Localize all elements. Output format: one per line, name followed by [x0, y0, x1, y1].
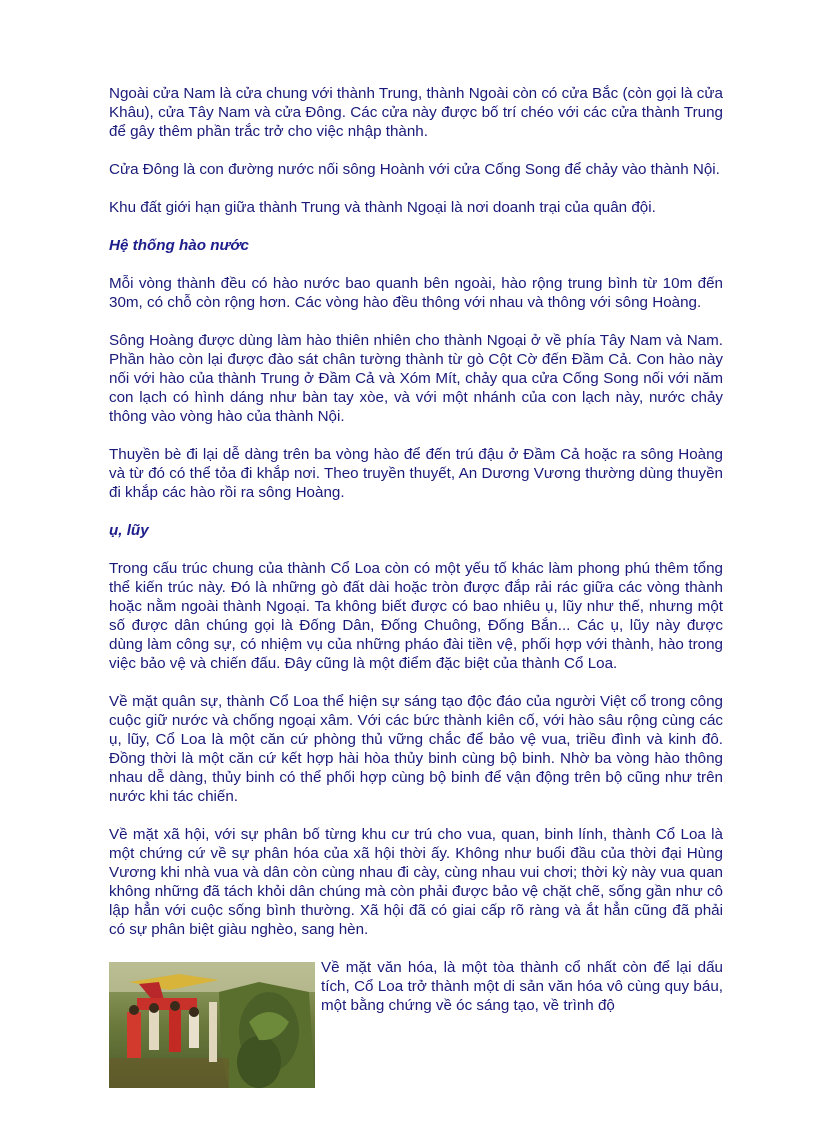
festival-photo-illustration: [109, 962, 315, 1088]
paragraph-hoang-river: Sông Hoàng được dùng làm hào thiên nhiên cho thành Ngoại ở về phía Tây Nam và Nam. Phần hào còn lại được đào sát chân tường thành từ gò Cột Cờ đến Đầm Cả. Con hào này nối với hào của thành Trung ở Đầm Cả và Xóm Mít, chảy qua cửa Cống Song nối với năm con lạch có hình dáng như bàn tay xòe, và với một nhánh của con lạch này, nước chảy thông vào vòng hào của thành Nội.: [109, 332, 723, 425]
festival-photo: [109, 962, 315, 1088]
paragraph-boats: Thuyền bè đi lại dễ dàng trên ba vòng hào để đến trú đậu ở Đầm Cả hoặc ra sông Hoàng và từ đó có thể tỏa đi khắp nơi. Theo truyền thuyết, An Dương Vương thường dùng thuyền đi khắp các hào rồi ra sông Hoàng.: [109, 446, 723, 501]
heading-mounds: ụ, lũy: [109, 522, 149, 539]
heading-moat-system: Hệ thống hào nước: [109, 237, 250, 254]
paragraph-social: Về mặt xã hội, với sự phân bố từng khu cư trú cho vua, quan, binh lính, thành Cổ Loa là một chứng cứ về sự phân hóa của xã hội thời ấy. Không như buổi đầu của thời đại Hùng Vương khi nhà vua và dân còn cùng nhau đi cày, cùng nhau vui chơi; thời kỳ này vua quan không những đã tách khỏi dân chúng mà còn phải được bảo vệ chặt chẽ, sống gần như cô lập hẳn với cuộc sống bình thường. Xã hội đã có giai cấp rõ ràng và ắt hẳn cũng đã phải có sự phân biệt giàu nghèo, sang hèn.: [109, 826, 723, 938]
paragraph-mound-structure: Trong cấu trúc chung của thành Cổ Loa còn có một yếu tố khác làm phong phú thêm tổng thể kiến trúc này. Đó là những gò đất dài hoặc tròn được đắp rải rác giữa các vòng thành hoặc nằm ngoài thành Ngoại. Ta không biết được có bao nhiêu ụ, lũy như thế, nhưng một số được dân chúng gọi là Đống Dân, Đống Chuông, Đống Bắn... Các ụ, lũy này được dùng làm công sự, có nhiệm vụ của những pháo đài tiền vệ, phối hợp với thành, hào trong việc bảo vệ và chiến đấu. Đây cũng là một điểm đặc biệt của thành Cổ Loa.: [109, 560, 723, 672]
paragraph-moat-width: Mỗi vòng thành đều có hào nước bao quanh bên ngoài, hào rộng trung bình từ 10m đến 30m, có chỗ còn rộng hơn. Các vòng hào đều thông với nhau và thông với sông Hoàng.: [109, 275, 723, 311]
paragraph-gates: Ngoài cửa Nam là cửa chung với thành Trung, thành Ngoài còn có cửa Bắc (còn gọi là cửa Khâu), cửa Tây Nam và cửa Đông. Các cửa này được bố trí chéo với các cửa thành Trung để gây thêm phần trắc trở cho việc nhập thành.: [109, 85, 723, 140]
paragraph-east-gate: Cửa Đông là con đường nước nối sông Hoành với cửa Cống Song để chảy vào thành Nội.: [109, 161, 720, 178]
figure-section: [109, 958, 723, 1088]
document-page: [109, 84, 723, 1088]
paragraph-barracks: Khu đất giới hạn giữa thành Trung và thành Ngoại là nơi doanh trại của quân đội.: [109, 199, 656, 216]
paragraph-culture: Về mặt văn hóa, là một tòa thành cổ nhất còn để lại dấu tích, Cổ Loa trở thành một di sản văn hóa vô cùng quy báu, một bằng chứng về óc sáng tạo, về trình độ: [321, 959, 723, 1014]
paragraph-military: Về mặt quân sự, thành Cổ Loa thể hiện sự sáng tạo độc đáo của người Việt cổ trong công cuộc giữ nước và chống ngoại xâm. Với các bức thành kiên cố, với hào sâu rộng cùng các ụ, lũy, Cổ Loa là một căn cứ phòng thủ vững chắc để bảo vệ vua, triều đình và kinh đô. Đồng thời là một căn cứ kết hợp hài hòa thủy binh cùng bộ binh. Nhờ ba vòng hào thông nhau dễ dàng, thủy binh có thể phối hợp cùng bộ binh để vận động trên bộ cũng như trên nước khi tác chiến.: [109, 693, 723, 805]
